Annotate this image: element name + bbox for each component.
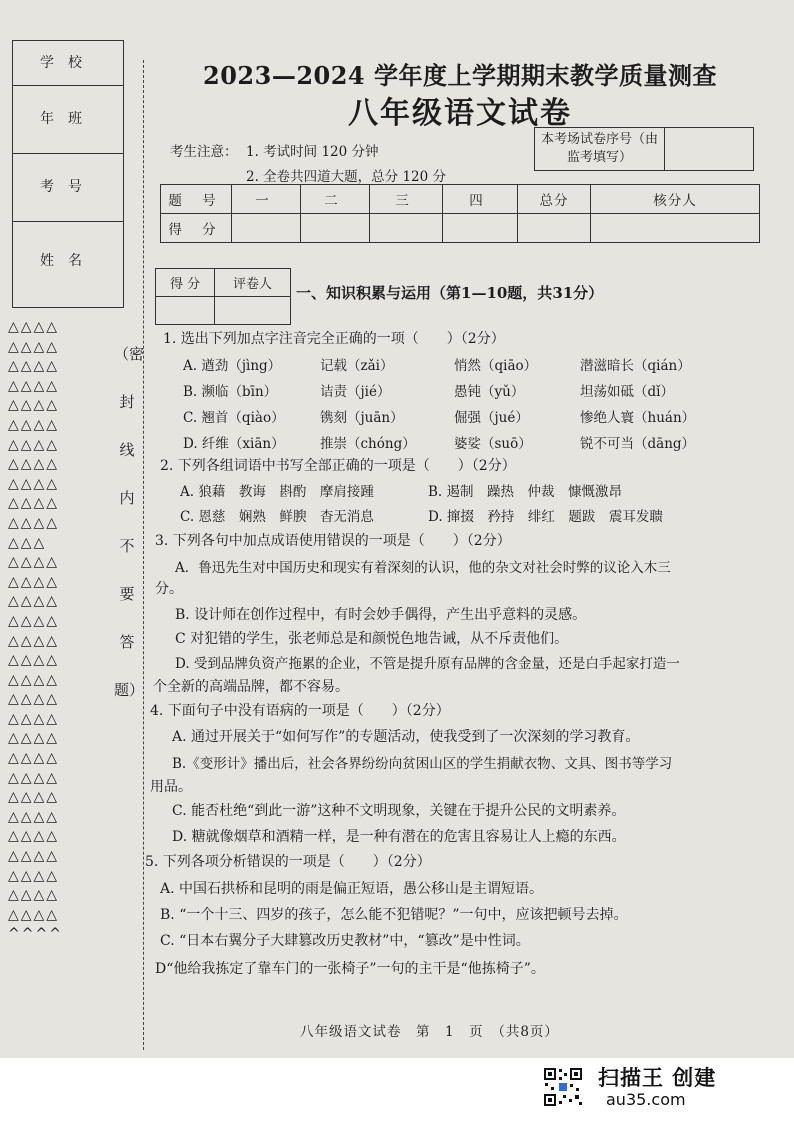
seal-line-text bbox=[114, 330, 145, 714]
qr-code-icon bbox=[543, 1067, 583, 1107]
grader-score-input[interactable] bbox=[156, 297, 215, 325]
score-table-cell: 二 bbox=[301, 185, 370, 214]
q1-option: 锐不可当（dāng） bbox=[580, 436, 696, 452]
q5-option-c: C. “日本右翼分子大肆篡改历史教材”中，“篡改”是中性词。 bbox=[160, 933, 530, 949]
q5-stem: 5. 下列各项分析错误的一项是（ ）（2分） bbox=[145, 854, 431, 870]
class-label: 年班 bbox=[40, 111, 96, 127]
q2-option: B. 遏制 躁热 仲裁 慷慨激昂 bbox=[428, 484, 623, 500]
q3-option-a-cont: 分。 bbox=[155, 581, 183, 597]
seal-dashed-line bbox=[143, 60, 144, 1050]
exam-number-label: 考号 bbox=[40, 179, 96, 195]
score-table-cell: 总分 bbox=[518, 185, 591, 214]
q3-option-a: A．鲁迅先生对中国历史和现实有着深刻的认识，他的杂文对社会时弊的议论入木三 bbox=[175, 560, 671, 576]
q5-option-a: A. 中国石拱桥和昆明的雨是偏正短语，愚公移山是主谓短语。 bbox=[160, 881, 544, 897]
score-input-cell[interactable] bbox=[370, 214, 443, 243]
q4-option-b-cont: 用品。 bbox=[150, 779, 192, 795]
score-table-cell: 得 分 bbox=[161, 214, 232, 243]
q1-option: 惨绝人寰（huán） bbox=[580, 410, 696, 426]
q4-option-d: D. 糖就像烟草和酒精一样，是一种有潜在的危害且容易让人上瘾的东西。 bbox=[172, 829, 626, 845]
watermark-brand: 扫描王 创建 bbox=[598, 1066, 717, 1090]
score-input-cell[interactable] bbox=[518, 214, 591, 243]
q1-option: A. 遒劲（jìng） bbox=[183, 358, 282, 374]
q4-option-a: A. 通过开展关于“如何写作”的专题活动，使我受到了一次深刻的学习教育。 bbox=[172, 729, 640, 745]
score-table-header-row bbox=[161, 185, 760, 214]
q4-option-b: B.《变形计》播出后，社会各界纷纷向贫困山区的学生捐献衣物、文具、图书等学习 bbox=[172, 756, 673, 772]
exam-title-line1: 2023—2024 学年度上学期期末教学质量测查 bbox=[203, 61, 717, 90]
seal-char: 封 bbox=[119, 393, 135, 411]
q2-stem: 2. 下列各组词语中书写全部正确的一项是（ ）（2分） bbox=[160, 458, 516, 474]
page-footer: 八年级语文试卷 第 1 页 （共8页） bbox=[300, 1024, 559, 1040]
notice-item-1: 1. 考试时间 120 分钟 bbox=[246, 144, 379, 160]
q1-option: 潜滋暗长（qián） bbox=[580, 358, 691, 374]
grader-score-label: 得 分 bbox=[156, 269, 215, 297]
score-input-cell[interactable] bbox=[591, 214, 760, 243]
exam-title-line2: 八年级语文试卷 bbox=[348, 96, 572, 131]
q1-option: 坦荡如砥（dǐ） bbox=[580, 384, 674, 400]
score-input-cell[interactable] bbox=[301, 214, 370, 243]
serial-number-label: 本考场试卷序号（由监考填写） bbox=[535, 128, 665, 170]
score-input-cell[interactable] bbox=[443, 214, 518, 243]
q1-option: 悄然（qiāo） bbox=[454, 358, 538, 374]
seal-char: 线 bbox=[119, 441, 135, 459]
score-table-score-row bbox=[161, 214, 760, 243]
grader-name-label: 评卷人 bbox=[215, 269, 291, 297]
seal-char: 答 bbox=[119, 633, 135, 651]
q4-option-c: C. 能否杜绝“到此一游”这种不文明现象，关键在于提升公民的文明素养。 bbox=[172, 803, 626, 819]
q1-option: 诘责（jié） bbox=[320, 384, 391, 400]
q5-option-d: D“他给我拣定了靠车门的一张椅子”一句的主干是“他拣椅子”。 bbox=[155, 961, 545, 977]
seal-char: 要 bbox=[119, 585, 135, 603]
q1-option: 愚钝（yǔ） bbox=[454, 384, 525, 400]
q1-stem: 1. 选出下列加点字注音完全正确的一项（ ）（2分） bbox=[163, 331, 505, 347]
seal-char: 不 bbox=[119, 537, 135, 555]
grader-table bbox=[155, 268, 291, 325]
seal-char: （密 bbox=[114, 345, 145, 363]
notice-label: 考生注意： bbox=[170, 144, 238, 160]
score-table-cell: 题 号 bbox=[161, 185, 232, 214]
school-label: 学校 bbox=[40, 55, 96, 71]
q1-option: 倔强（jué） bbox=[454, 410, 529, 426]
score-table-cell: 四 bbox=[443, 185, 518, 214]
q2-option: C. 恩慈 娴熟 鲜腴 杳无消息 bbox=[180, 509, 374, 525]
name-field bbox=[13, 221, 123, 307]
q1-option: 婆娑（suō） bbox=[454, 436, 532, 452]
q1-option: B. 濒临（bīn） bbox=[183, 384, 278, 400]
q3-option-d: D. 受到品牌负资产拖累的企业，不管是提升原有品牌的含金量，还是白手起家打造一 bbox=[175, 656, 680, 672]
triangle-pattern-decoration: △△△△ △△△△ △△△△ △△△△ △△△△ △△△△ △△△△ △△△△ △△△△ △△△△ △△△△ △△△ △△△△ △△△△ △△△△ △△△△ △△△△ △△△△ △△△△ △△△△ △△△△ △△△△ △△△△ △△△△ △△△△ △△△△ △△△△ △△△△ △△△△ △△△△ △△△△ ^^^^ bbox=[8, 319, 63, 943]
q1-option: 推崇（chóng） bbox=[320, 436, 416, 452]
q3-option-c: C 对犯错的学生，张老师总是和颜悦色地告诫，从不斥责他们。 bbox=[175, 631, 569, 647]
q1-option: 镌刻（juān） bbox=[320, 410, 404, 426]
q3-option-b: B. 设计师在创作过程中，有时会妙手偶得，产生出乎意料的灵感。 bbox=[175, 607, 587, 623]
q1-option: C. 翘首（qiào） bbox=[183, 410, 285, 426]
score-table-cell: 核分人 bbox=[591, 185, 760, 214]
name-label: 姓名 bbox=[40, 253, 96, 269]
student-info-box bbox=[12, 40, 124, 308]
q1-option: 记载（zǎi） bbox=[320, 358, 394, 374]
exam-number-field bbox=[13, 153, 123, 222]
q5-option-b: B. “一个十三、四岁的孩子，怎么能不犯错呢？”一句中，应该把顿号去掉。 bbox=[160, 907, 628, 923]
q1-option: D. 纤维（xiān） bbox=[183, 436, 285, 452]
serial-number-box bbox=[534, 127, 754, 171]
score-table bbox=[160, 184, 760, 243]
school-field bbox=[13, 41, 123, 86]
q3-stem: 3. 下列各句中加点成语使用错误的一项是（ ）（2分） bbox=[155, 533, 511, 549]
watermark-url: au35.com bbox=[606, 1090, 686, 1109]
score-table-cell: 一 bbox=[232, 185, 301, 214]
seal-char: 内 bbox=[119, 489, 135, 507]
q2-option: D. 撺掇 矜持 绯红 题跋 震耳发聩 bbox=[428, 509, 663, 525]
seal-char: 题） bbox=[114, 681, 145, 699]
notice-item-2: 2. 全卷共四道大题，总分 120 分 bbox=[246, 169, 447, 185]
q2-option: A. 狼藉 教诲 斟酌 摩肩接踵 bbox=[180, 484, 374, 500]
score-table-cell: 三 bbox=[370, 185, 443, 214]
score-input-cell[interactable] bbox=[232, 214, 301, 243]
grader-name-input[interactable] bbox=[215, 297, 291, 325]
q4-stem: 4. 下面句子中没有语病的一项是（ ）（2分） bbox=[150, 703, 450, 719]
q3-option-d-cont: 个全新的高端品牌，都不容易。 bbox=[153, 679, 349, 695]
section-1-title: 一、知识积累与运用（第1—10题，共31分） bbox=[296, 284, 604, 302]
class-field bbox=[13, 85, 123, 154]
